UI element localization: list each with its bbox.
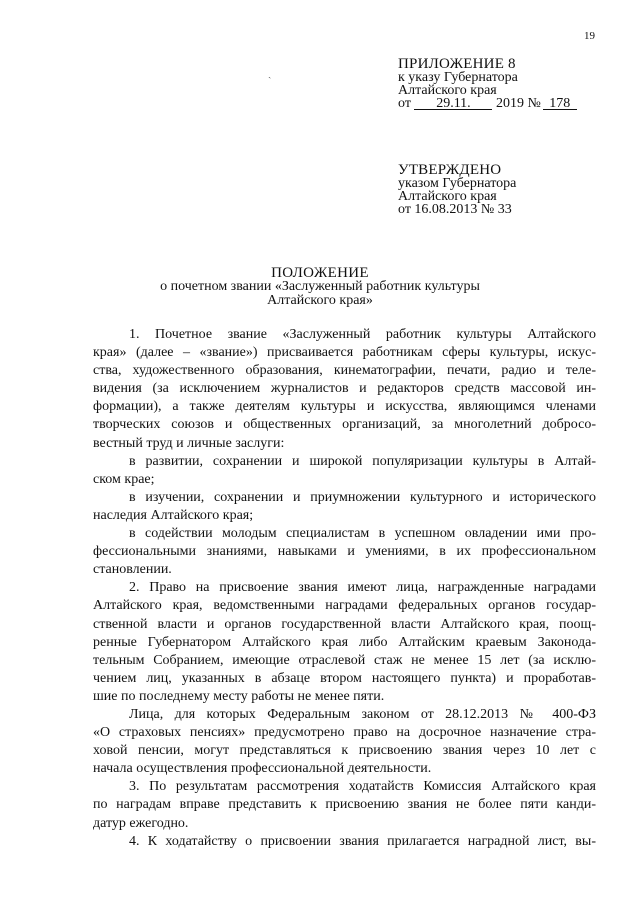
body-line: датур ежегодно. [93,815,189,831]
body-line: становлении. [93,562,172,578]
scan-speck: ˏ [268,68,272,79]
approved-block [398,164,516,216]
body-line: вестный труд и личные заслуги: [93,435,285,451]
body-line: наследия Алтайского края; [93,507,254,523]
decree-number: 178 [543,97,577,110]
body-line: формации), а также деятелям культуры и искусства, являющимся членами [93,399,596,415]
body-line: «О страховых пенсиях» предусмотрено право на досрочное назначение стра- [93,725,596,741]
appendix-block [398,58,577,110]
document-title [0,266,640,308]
body-line: края» (далее – «звание») присваивается работникам сферы культуры, искус- [93,345,596,361]
approved-title: УТВЕРЖДЕНО [398,162,502,178]
number-label: № [527,96,541,111]
appendix-date-line [398,97,577,110]
title-line-2: Алтайского края» [267,293,373,308]
body-line: в содействии молодым специалистам в успешном овладении ими про- [129,526,596,542]
title-heading: ПОЛОЖЕНИЕ [271,265,369,281]
approved-line-3: от 16.08.2013 № 33 [398,202,512,217]
body-line: Лица, для которых Федеральным законом от 28.12.2013 № 400-ФЗ [129,706,596,722]
body-line: начала осуществления профессиональной деятельности. [93,761,432,777]
body-line: 2. Право на присвоение звания имеют лица, награжденные наградами [129,580,596,596]
body-line: фессиональными знаниями, навыками и умениями, в их профессиональном [93,544,596,560]
from-label: от [398,96,411,111]
body-line: видения (за исключением журналистов и редакторов средств массовой ин- [93,381,596,397]
body-line: тельным Собранием, имеющие отраслевой стаж не менее 15 лет (за исклю- [93,652,596,668]
body-line: 4. К ходатайству о присвоении звания прилагается наградной лист, вы- [129,833,596,849]
approved-line-1: указом Губернатора [398,176,517,191]
title-line-1: о почетном звании «Заслуженный работник культуры [160,279,480,294]
body-line: чением лиц, указанных в абзаце втором настоящего пункта) и проработав- [93,670,596,686]
appendix-title: ПРИЛОЖЕНИЕ 8 [398,56,516,72]
body-line: ховой пенсии, могут представляться к присвоению звания через 10 лет с [93,743,596,759]
body-line: шие по последнему месту работы не менее пяти. [93,688,385,704]
body-line: 3. По результатам рассмотрения ходатайств Комиссия Алтайского края [129,779,596,795]
body-line: ском крае; [93,471,155,487]
body-line: по наградам вправе представить к присвоению звания не более пяти канди- [93,797,596,813]
body-line: ренные Губернатором Алтайского края либо Алтайским краевым Законода- [93,634,596,650]
approved-line-2: Алтайского края [398,189,497,204]
body-line: Алтайского края, ведомственными наградами федеральных органов государ- [93,598,596,614]
body-line: в развитии, сохранении и широкой популяризации культуры в Алтай- [129,453,596,469]
decree-year: 2019 [495,96,524,111]
body-line: в изучении, сохранении и приумножении культурного и исторического [129,489,596,505]
appendix-line-2: Алтайского края [398,83,497,98]
body-line: творческих союзов и общественных организаций, за многолетний добросо- [93,417,596,433]
body-line: ственной власти и органов государственной власти Алтайского края, поощ- [93,616,596,632]
body-line: ства, художественного образования, кинематографии, печати, радио и теле- [93,363,596,379]
page-number: 19 [584,30,595,42]
appendix-line-1: к указу Губернатора [398,70,518,85]
decree-date: 29.11. [414,97,492,110]
body-line: 1. Почетное звание «Заслуженный работник культуры Алтайского [129,327,596,342]
document-body [93,326,596,851]
